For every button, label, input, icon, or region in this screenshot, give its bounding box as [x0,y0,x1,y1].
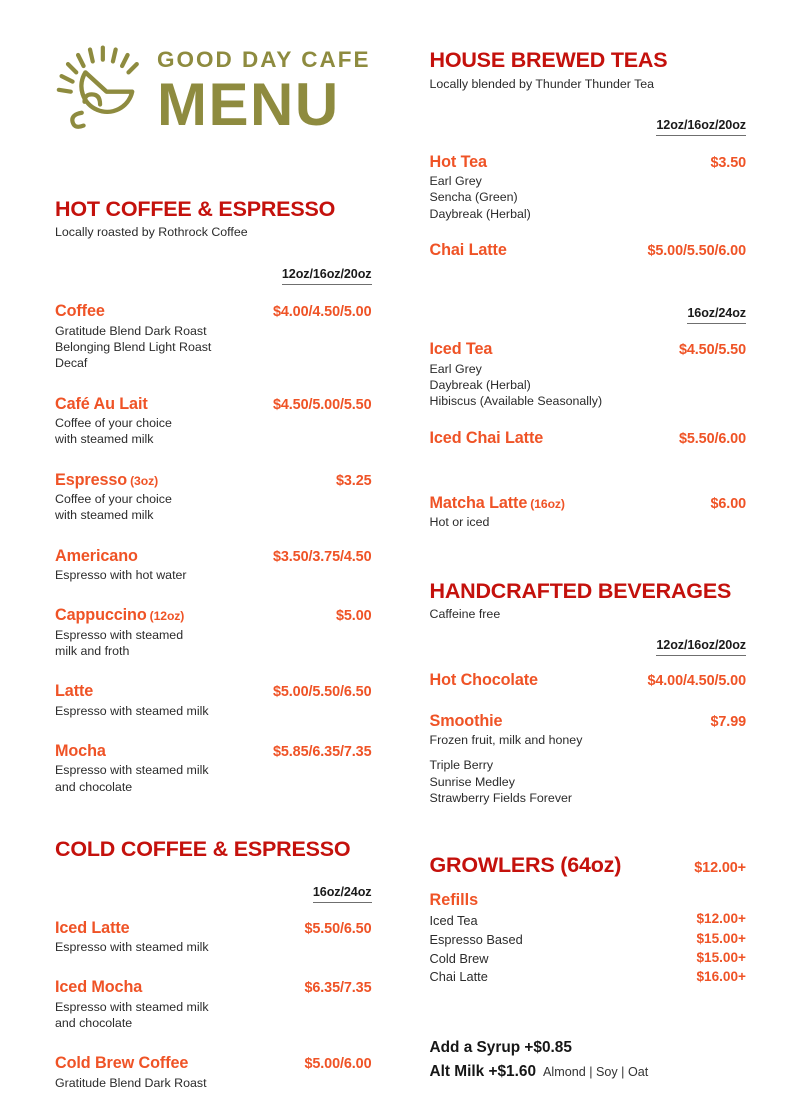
brand-wordmark [157,40,371,138]
desc-line: and chocolate [55,1016,133,1030]
menu-item[interactable] [55,977,372,1031]
size-header-label: 12oz/16oz/20oz [282,267,372,285]
refills-list [430,912,523,986]
item-price: $4.00/4.50/5.00 [647,673,746,690]
item-name: Iced Tea [429,340,493,359]
refill-item-price: $15.00+ [696,930,746,946]
menu-item[interactable] [55,470,372,524]
menu-item[interactable] [430,493,747,531]
menu-item[interactable] [55,394,372,448]
section-iced-teas [430,306,747,530]
menu-item[interactable] [430,240,747,260]
desc-line: Hibiscus (Available Seasonally) [429,394,603,409]
item-size: (12oz) [149,609,185,624]
desc-line: Coffee of your choice [55,491,172,506]
brand-name: GOOD DAY CAFE [157,47,371,72]
refills-names [430,890,523,986]
item-name [430,493,565,513]
section-title: HANDCRAFTED BEVERAGES [429,578,732,603]
menu-columns [55,40,746,1099]
desc-line: Daybreak (Herbal) [429,206,531,221]
desc-line: Espresso with hot water [55,567,187,582]
item-description [55,999,372,1032]
menu-title: MENU [157,70,340,138]
size-header-label: 12oz/16oz/20oz [656,118,746,136]
item-price: $5.85/6.35/7.35 [272,743,372,760]
item-name: Smoothie [429,711,503,730]
item-price: $5.50/6.50 [304,920,372,937]
size-header-label: 16oz/24oz [313,885,372,903]
refill-item-name: Espresso Based [429,932,523,948]
item-description [430,732,747,748]
desc-line: milk and froth [55,643,130,658]
item-description [55,762,372,795]
desc-line: Sencha (Green) [429,190,518,205]
item-price: $6.00 [710,496,746,513]
item-name: Cold Brew Coffee [55,1054,189,1073]
item-description [430,173,747,222]
growlers-header[interactable] [430,853,747,879]
section-subtitle: Caffeine free [429,607,501,622]
addons-block [430,1036,747,1084]
refill-item-price: $12.00+ [696,911,746,927]
desc-line: Decaf [55,356,88,371]
desc-line: Frozen fruit, milk and honey [429,732,583,747]
size-header [430,118,747,136]
size-header [430,638,747,656]
desc-line: Earl Grey [429,174,482,189]
item-name-text: Matcha Latte [429,494,528,513]
menu-item[interactable] [430,339,747,409]
desc-line: Triple Berry [429,758,494,773]
item-price: $4.00/4.50/5.00 [272,304,372,321]
item-description [55,939,372,955]
size-header-label: 12oz/16oz/20oz [656,638,746,656]
addon-syrup[interactable] [430,1036,747,1060]
section-house-brewed-teas [430,48,747,260]
menu-item[interactable] [55,681,372,719]
desc-line: Earl Grey [429,361,482,376]
item-description [55,567,372,583]
item-name: Latte [55,682,94,701]
item-name [55,470,158,490]
growlers-price: $12.00+ [694,860,746,877]
desc-line: with steamed milk [55,432,154,447]
item-name: Iced Latte [55,918,130,937]
item-price: $4.50/5.50 [678,342,746,359]
item-price: $3.25 [335,472,372,489]
item-description [430,361,747,410]
item-name: Hot Tea [429,152,487,171]
item-name: Café Au Lait [55,394,148,413]
item-name: Mocha [55,741,106,760]
addon-label: Alt Milk +$1.60 [429,1062,537,1080]
section-cold-coffee-espresso [55,837,372,1091]
item-size: (16oz) [530,497,565,512]
menu-item[interactable] [430,428,747,448]
item-description [430,514,747,530]
desc-line: Espresso with steamed milk [55,999,209,1014]
item-description [55,703,372,719]
sun-coffee-cup-icon [55,44,147,132]
item-size: (3oz) [130,473,159,488]
desc-line: Coffee of your choice [55,415,172,430]
desc-line: Hot or iced [429,515,490,530]
item-price: $3.50/3.75/4.50 [272,548,372,565]
menu-item[interactable] [55,918,372,956]
item-name: Americano [55,546,138,565]
section-hot-coffee-espresso [55,197,372,795]
addon-options: Almond | Soy | Oat [543,1064,649,1079]
item-price: $5.00 [335,608,372,625]
item-description [55,1075,372,1091]
item-price: $7.99 [710,713,746,730]
size-header [55,267,372,285]
refill-item-name: Cold Brew [429,950,489,966]
addon-alt-milk[interactable] [430,1060,747,1084]
menu-item[interactable] [55,546,372,584]
menu-item[interactable] [430,711,747,807]
item-description [55,627,372,660]
menu-item[interactable] [55,605,372,659]
size-header [430,306,747,324]
refill-item-name: Iced Tea [429,913,478,929]
item-name: Iced Mocha [55,978,143,997]
item-description [55,323,372,372]
item-name: Chai Latte [429,241,507,260]
desc-line: Strawberry Fields Forever [429,791,573,806]
desc-line: Gratitude Blend Dark Roast [55,1075,207,1090]
item-price: $5.00/5.50/6.00 [647,243,746,260]
right-column [430,40,747,1083]
section-title: HOT COFFEE & ESPRESSO [55,196,336,221]
item-name-text: Espresso [55,470,128,489]
item-flavor-list [430,757,747,806]
size-header [55,885,372,903]
refill-item-name: Chai Latte [429,969,488,985]
desc-line: and chocolate [55,779,133,794]
item-name: Iced Chai Latte [429,428,544,447]
item-name-text: Cappuccino [55,606,147,625]
menu-item[interactable] [55,1053,372,1091]
item-description [55,491,372,524]
desc-line: Espresso with steamed milk [55,703,209,718]
item-description [55,415,372,448]
section-handcrafted-beverages [430,579,747,807]
item-price: $6.35/7.35 [304,980,372,997]
section-growlers [430,853,747,986]
item-price: $3.50 [710,154,746,171]
refills-label: Refills [429,891,479,910]
item-price: $4.50/5.00/5.50 [272,396,372,413]
desc-line: with steamed milk [55,508,154,523]
item-name: Hot Chocolate [429,671,538,690]
refills-prices [696,890,746,986]
item-price: $5.00/6.00 [304,1056,372,1073]
desc-line: Daybreak (Herbal) [429,378,531,393]
growler-refills[interactable] [430,890,747,986]
refill-item-price: $16.00+ [696,969,746,985]
section-title: COLD COFFEE & ESPRESSO [55,836,351,861]
item-price: $5.50/6.00 [678,430,746,447]
left-column [55,40,372,1099]
menu-item[interactable] [55,741,372,795]
section-title: HOUSE BREWED TEAS [429,48,668,72]
section-title: GROWLERS (64oz) [429,853,622,878]
refill-item-price: $15.00+ [696,949,746,965]
desc-line: Gratitude Blend Dark Roast [55,323,207,338]
desc-line: Espresso with steamed milk [55,763,209,778]
brand-logo [55,40,372,138]
desc-line: Belonging Blend Light Roast [55,339,212,354]
section-subtitle: Locally blended by Thunder Thunder Tea [429,76,655,91]
addon-label: Add a Syrup +$0.85 [429,1038,572,1056]
menu-item[interactable] [55,301,372,371]
item-name: Coffee [55,302,105,321]
desc-line: Espresso with steamed [55,627,184,642]
menu-item[interactable] [430,670,747,690]
desc-line: Espresso with steamed milk [55,940,209,954]
desc-line: Sunrise Medley [429,774,515,789]
section-subtitle: Locally roasted by Rothrock Coffee [55,225,248,240]
menu-item[interactable] [430,152,747,222]
size-header-label: 16oz/24oz [687,306,746,324]
item-price: $5.00/5.50/6.50 [272,684,372,701]
item-name [55,605,184,625]
